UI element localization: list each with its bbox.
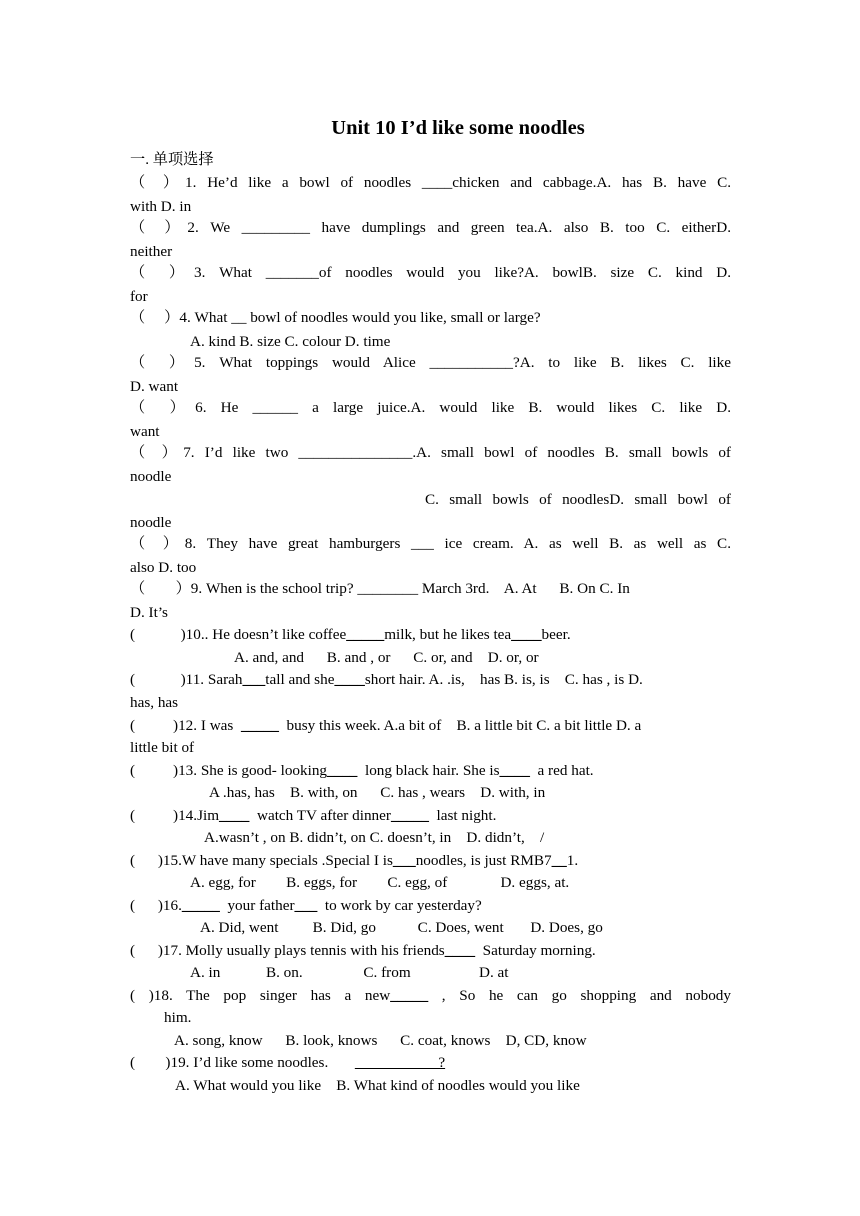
question-11-line-2: has, has xyxy=(130,694,179,711)
question-17-options: A. in B. on. C. from D. at xyxy=(190,964,509,981)
question-15-line-1 xyxy=(130,851,578,871)
question-11-text-c: short hair. A. .is, has B. is, is C. has , is D. xyxy=(364,671,643,688)
question-4-options: A. kind B. size C. colour D. time xyxy=(190,333,391,350)
question-16-text-c: to work by car yesterday? xyxy=(317,897,482,914)
question-19-text-a: ( )19. I’d like some noodles. xyxy=(130,1054,355,1071)
question-18-options: A. song, know B. look, knows C. coat, knows D, CD, know xyxy=(174,1032,587,1049)
question-1-line-1: （ ）1. He’d like a bowl of noodles ____chicken and cabbage.A. has B. have C. xyxy=(130,174,731,191)
question-12-blank-1: _____ xyxy=(240,717,279,734)
question-19-answer-blank: ? xyxy=(354,1054,446,1071)
question-19-options: A. What would you like B. What kind of noodles would you like xyxy=(175,1077,580,1094)
question-10-blank-2: ____ xyxy=(511,626,542,643)
question-3-line-2: for xyxy=(130,288,148,305)
question-19-line-1 xyxy=(130,1053,445,1073)
question-13-text-c: a red hat. xyxy=(529,762,594,779)
question-7-line-2: noodle xyxy=(130,468,172,485)
question-14-blank-1: ____ xyxy=(219,807,250,824)
question-5-line-1: （ ）5. What toppings would Alice ___________?A. to like B. likes C. like xyxy=(130,354,731,371)
question-16-options: A. Did, went B. Did, go C. Does, went D. Does, go xyxy=(200,919,603,936)
question-5-line-2: D. want xyxy=(130,378,179,395)
question-13-text-b: long black hair. She is xyxy=(357,762,500,779)
question-6-line-1: （ ）6. He ______ a large juice.A. would like B. would likes C. like D. xyxy=(130,399,731,416)
question-15-text-c: 1. xyxy=(566,852,579,869)
question-15-options: A. egg, for B. eggs, for C. egg, of D. eggs, at. xyxy=(190,874,570,891)
question-10-text-a: ( )10.. He doesn’t like coffee xyxy=(130,626,347,643)
question-11-blank-2: ____ xyxy=(334,671,365,688)
question-12-line-2: little bit of xyxy=(130,739,195,756)
question-12-text-b: busy this week. A.a bit of B. a little bit C. a bit little D. a xyxy=(278,717,642,734)
section-heading: 一. 单项选择 xyxy=(130,151,214,168)
question-7-line-4: noodle xyxy=(130,514,172,531)
question-16-blank-1: _____ xyxy=(181,897,220,914)
question-7-line-1: （ ）7. I’d like two _______________.A. small bowl of noodles B. small bowls of xyxy=(130,444,731,461)
question-16-text-a: ( )16. xyxy=(130,897,182,914)
question-16-blank-2: ___ xyxy=(294,897,318,914)
question-6-line-2: want xyxy=(130,423,160,440)
question-12-line-1 xyxy=(130,716,641,736)
question-18-text-a: ( )18. The pop singer has a new xyxy=(130,987,391,1004)
question-8-line-1: （ ）8. They have great hamburgers ___ ice cream. A. as well B. as well as C. xyxy=(130,535,731,552)
question-2-line-1: （ ）2. We _________ have dumplings and green tea.A. also B. too C. eitherD. xyxy=(130,219,731,236)
question-18-line-1 xyxy=(130,986,731,1006)
question-9-line-2: D. It’s xyxy=(130,604,168,621)
question-14-options: A.wasn’t , on B. didn’t, on C. doesn’t, in D. didn’t, / xyxy=(204,829,545,846)
question-10-blank-1: _____ xyxy=(346,626,385,643)
question-4-line-1: （ ）4. What __ bowl of noodles would you like, small or large? xyxy=(130,309,541,326)
question-9-line-1: （ ）9. When is the school trip? ________ March 3rd. A. At B. On C. In xyxy=(130,580,630,597)
question-2-line-2: neither xyxy=(130,243,173,260)
question-13-options: A .has, has B. with, on C. has , wears D. with, in xyxy=(209,784,546,801)
page-title: Unit 10 I’d like some noodles xyxy=(331,117,585,139)
question-16-line-1 xyxy=(130,896,482,916)
question-8-line-2: also D. too xyxy=(130,559,197,576)
question-15-blank-2: __ xyxy=(551,852,567,869)
question-13-blank-1: ____ xyxy=(327,762,358,779)
question-14-text-b: watch TV after dinner xyxy=(249,807,391,824)
question-13-text-a: ( )13. She is good- looking xyxy=(130,762,328,779)
question-11-line-1 xyxy=(130,670,643,690)
question-10-text-c: beer. xyxy=(541,626,571,643)
question-12-text-a: ( )12. I was xyxy=(130,717,241,734)
question-14-text-c: last night. xyxy=(428,807,497,824)
question-17-text-b: Saturday morning. xyxy=(475,942,596,959)
question-15-text-a: ( )15.W have many specials .Special I is xyxy=(130,852,393,869)
question-17-text-a: ( )17. Molly usually plays tennis with his friends xyxy=(130,942,445,959)
question-14-text-a: ( )14.Jim xyxy=(130,807,220,824)
question-11-blank-1: ___ xyxy=(242,671,266,688)
question-18-line-2: him. xyxy=(164,1009,192,1026)
question-13-blank-2: ____ xyxy=(499,762,530,779)
question-3-line-1: （ ）3. What _______of noodles would you like?A. bowlB. size C. kind D. xyxy=(130,264,731,281)
question-10-options: A. and, and B. and , or C. or, and D. or, or xyxy=(234,649,539,666)
question-1-line-2: with D. in xyxy=(130,198,192,215)
question-15-blank-1: ___ xyxy=(392,852,416,869)
question-13-line-1 xyxy=(130,761,594,781)
question-11-text-a: ( )11. Sarah xyxy=(130,671,243,688)
question-16-text-b: your father xyxy=(219,897,295,914)
question-17-blank-1: ____ xyxy=(444,942,476,959)
question-10-text-b: milk, but he likes tea xyxy=(384,626,512,643)
question-7-line-3: C. small bowls of noodlesD. small bowl of xyxy=(425,491,731,508)
question-10-line-1 xyxy=(130,625,571,645)
question-14-blank-2: _____ xyxy=(390,807,429,824)
question-14-line-1 xyxy=(130,806,496,826)
question-18-text-b: , So he can go shopping and nobody xyxy=(428,987,731,1004)
question-18-blank-1: _____ xyxy=(390,987,429,1004)
question-17-line-1 xyxy=(130,941,596,961)
question-15-text-b: noodles, is just RMB7 xyxy=(415,852,552,869)
question-11-text-b: tall and she xyxy=(265,671,335,688)
